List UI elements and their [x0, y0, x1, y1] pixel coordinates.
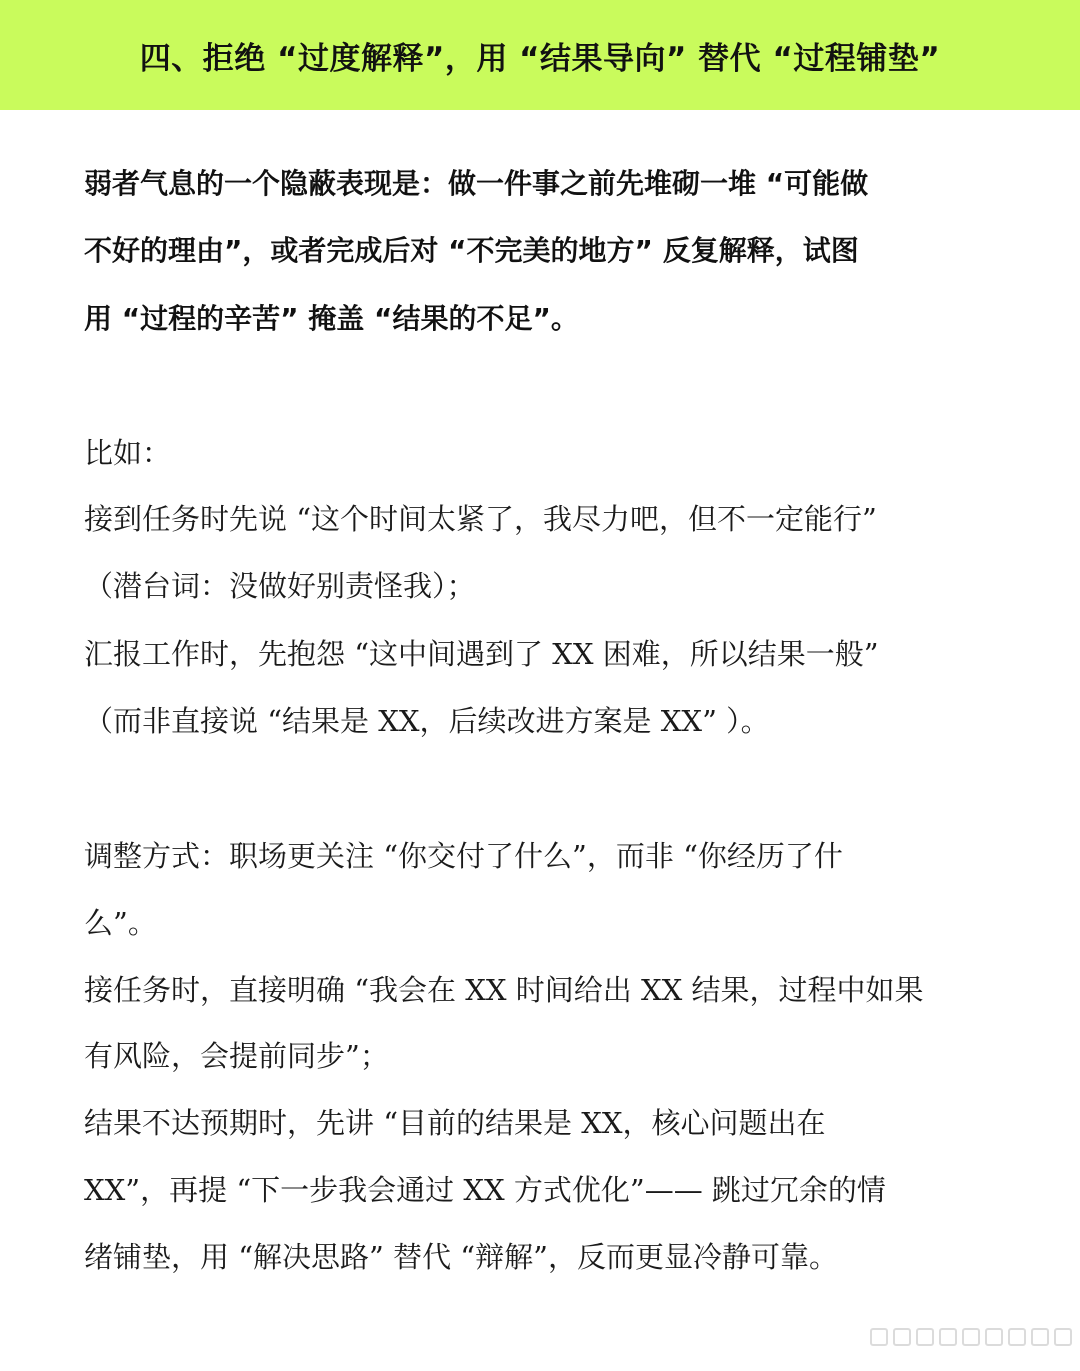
examples-label: 比如： [84, 436, 172, 470]
example-line: （潜台词：没做好别责怪我）； [84, 569, 476, 603]
watermark-icon [870, 1328, 1072, 1346]
adjustment-line: 调整方式：职场更关注 “你交付了什么”，而非 “你经历了什 [84, 839, 843, 873]
example-line: 汇报工作时，先抱怨 “这中间遇到了 XX 困难，所以结果一般” [84, 637, 879, 671]
example-line: （而非直接说 “结果是 XX，后续改进方案是 XX” ）。 [84, 704, 770, 738]
adjustment-line: 结果不达预期时，先讲 “目前的结果是 XX，核心问题出在 [84, 1106, 826, 1140]
adjustment-line: XX”，再提 “下一步我会通过 XX 方式优化”—— 跳过冗余的情 [84, 1173, 886, 1207]
intro-line: 用 “过程的辛苦” 掩盖 “结果的不足”。 [84, 302, 579, 335]
intro-line: 不好的理由”，或者完成后对 “不完美的地方” 反复解释，试图 [84, 234, 859, 267]
example-line: 接到任务时先说 “这个时间太紧了，我尽力吧，但不一定能行” [84, 502, 877, 536]
adjustment-line: 绪铺垫，用 “解决思路” 替代 “辩解”，反而更显冷静可靠。 [84, 1240, 838, 1274]
section-title: 四、拒绝 “过度解释”，用 “结果导向” 替代 “过程铺垫” [139, 40, 941, 77]
header-banner [0, 0, 1080, 110]
intro-line: 弱者气息的一个隐蔽表现是：做一件事之前先堆砌一堆 “可能做 [84, 167, 869, 200]
adjustment-line: 么”。 [84, 906, 157, 940]
adjustment-line: 有风险，会提前同步”； [84, 1039, 389, 1073]
adjustment-line: 接任务时，直接明确 “我会在 XX 时间给出 XX 结果，过程中如果 [84, 973, 924, 1007]
